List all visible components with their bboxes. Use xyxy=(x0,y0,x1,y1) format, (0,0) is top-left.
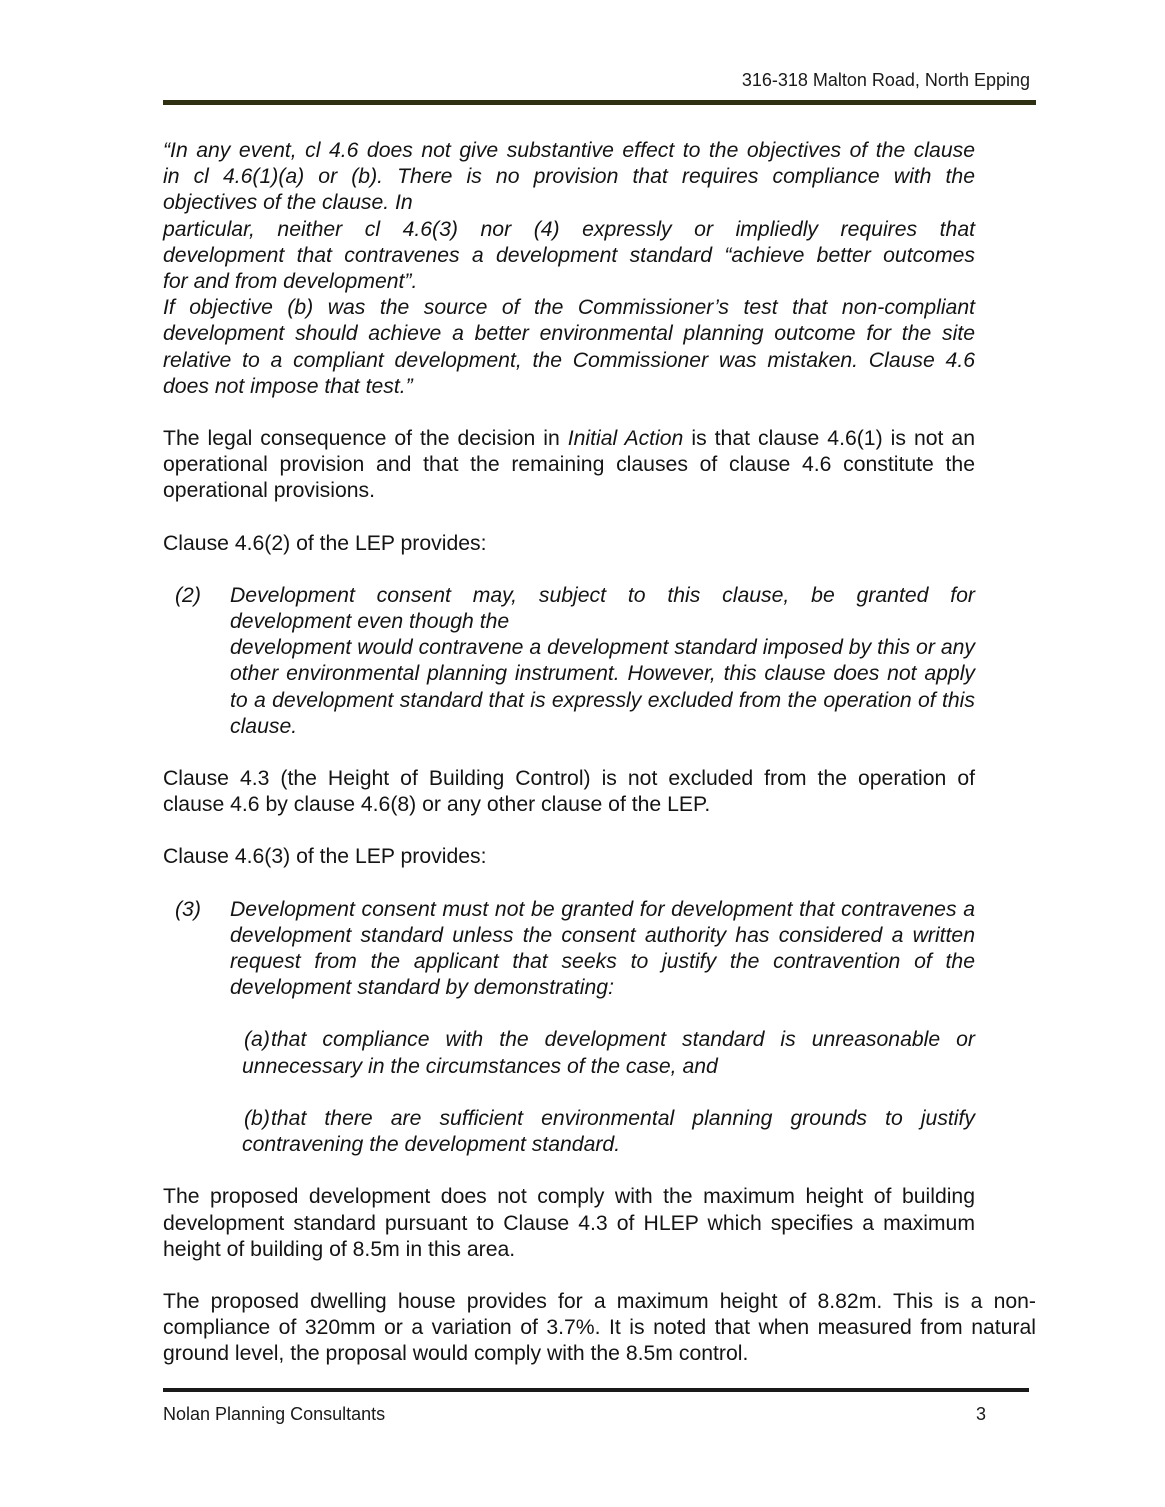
case-name: Initial Action xyxy=(567,427,684,451)
sub-clause-text: that compliance with the development standard is unreasonable or unnecessary in the circumstances of the case, and xyxy=(242,1028,975,1078)
paragraph-height-variation: The proposed dwelling house provides for a maximum height of 8.82m. This is a non-compliance of 320mm or a variation of 3.7%. It is noted that when measured from natural ground level, the proposal would comply with the 8.5m control. xyxy=(163,1289,1036,1366)
sub-clause-number: (b) xyxy=(244,1106,270,1130)
clause-text: Development consent must not be granted for development that contravenes a development standard unless the consent authority has considered a written request from the applicant that seeks to justify the contravention of the development standard by demonstrating: xyxy=(230,897,975,1000)
footer-rule xyxy=(163,1388,1029,1392)
page-number: 3 xyxy=(976,1404,987,1424)
paragraph-legal-consequence: The legal consequence of the decision in Initial Action is that clause 4.6(1) is not an operational provision and that the remaining clauses of clause 4.6 constitute the operational provisions. xyxy=(163,427,975,503)
clause-line: development even though the xyxy=(230,610,510,634)
quote-line: “In any event, cl 4.6 does not give substantive effect to the objectives of the clause xyxy=(163,139,975,162)
footer-company: Nolan Planning Consultants xyxy=(163,1404,386,1424)
sub-clause-a xyxy=(163,1027,975,1079)
quote-line: development that contravenes a development standard “achieve better outcomes xyxy=(163,243,975,267)
paragraph-height-control: Clause 4.3 (the Height of Building Control) is not excluded from the operation of clause 4.6 by clause 4.6(8) or any other clause of the LEP. xyxy=(163,767,975,817)
quote-line: in cl 4.6(1)(a) or (b). There is no provision that requires compliance with the xyxy=(163,165,975,189)
quote-line: for and from development”. xyxy=(163,270,418,294)
quote-line: relative to a compliant development, the Commissioner was mistaken. Clause 4.6 xyxy=(163,348,975,372)
clause-text: development would contravene a development standard imposed by this or any other environmental planning instrument. However, this clause does not apply to a development standard that is expressly excluded from the operation of this clause. xyxy=(230,636,975,738)
quote-line: does not impose that test.” xyxy=(163,374,413,398)
header-address: 316-318 Malton Road, North Epping xyxy=(741,70,1030,90)
header-rule xyxy=(163,100,1036,105)
clause-number: (2) xyxy=(175,583,201,607)
paragraph-non-compliance: The proposed development does not comply with the maximum height of building development standard pursuant to Clause 4.3 of HLEP which specifies a maximum height of building of 8.5m in this area. xyxy=(163,1185,975,1261)
block-quote xyxy=(163,138,975,400)
sub-clause-number: (a) xyxy=(244,1028,270,1052)
quote-line: objectives of the clause. In xyxy=(163,191,413,215)
clause-number: (3) xyxy=(175,897,201,921)
quote-line: If objective (b) was the source of the Commissioner’s test that non-compliant xyxy=(163,296,975,320)
clause-3-quote xyxy=(163,897,975,1002)
clause-2-intro: Clause 4.6(2) of the LEP provides: xyxy=(163,531,487,555)
quote-line: particular, neither cl 4.6(3) nor (4) expressly or impliedly requires that xyxy=(163,217,975,241)
clause-line: Development consent may, subject to this clause, be granted for xyxy=(230,583,975,607)
clause-3-intro: Clause 4.6(3) of the LEP provides: xyxy=(163,845,487,869)
sub-clause-b xyxy=(163,1106,975,1158)
sub-clause-text: that there are sufficient environmental planning grounds to justify contravening the development standard. xyxy=(242,1106,975,1157)
page-body xyxy=(163,138,1036,1368)
quote-line: development should achieve a better environmental planning outcome for the site xyxy=(163,322,975,346)
clause-2-quote xyxy=(163,583,975,740)
